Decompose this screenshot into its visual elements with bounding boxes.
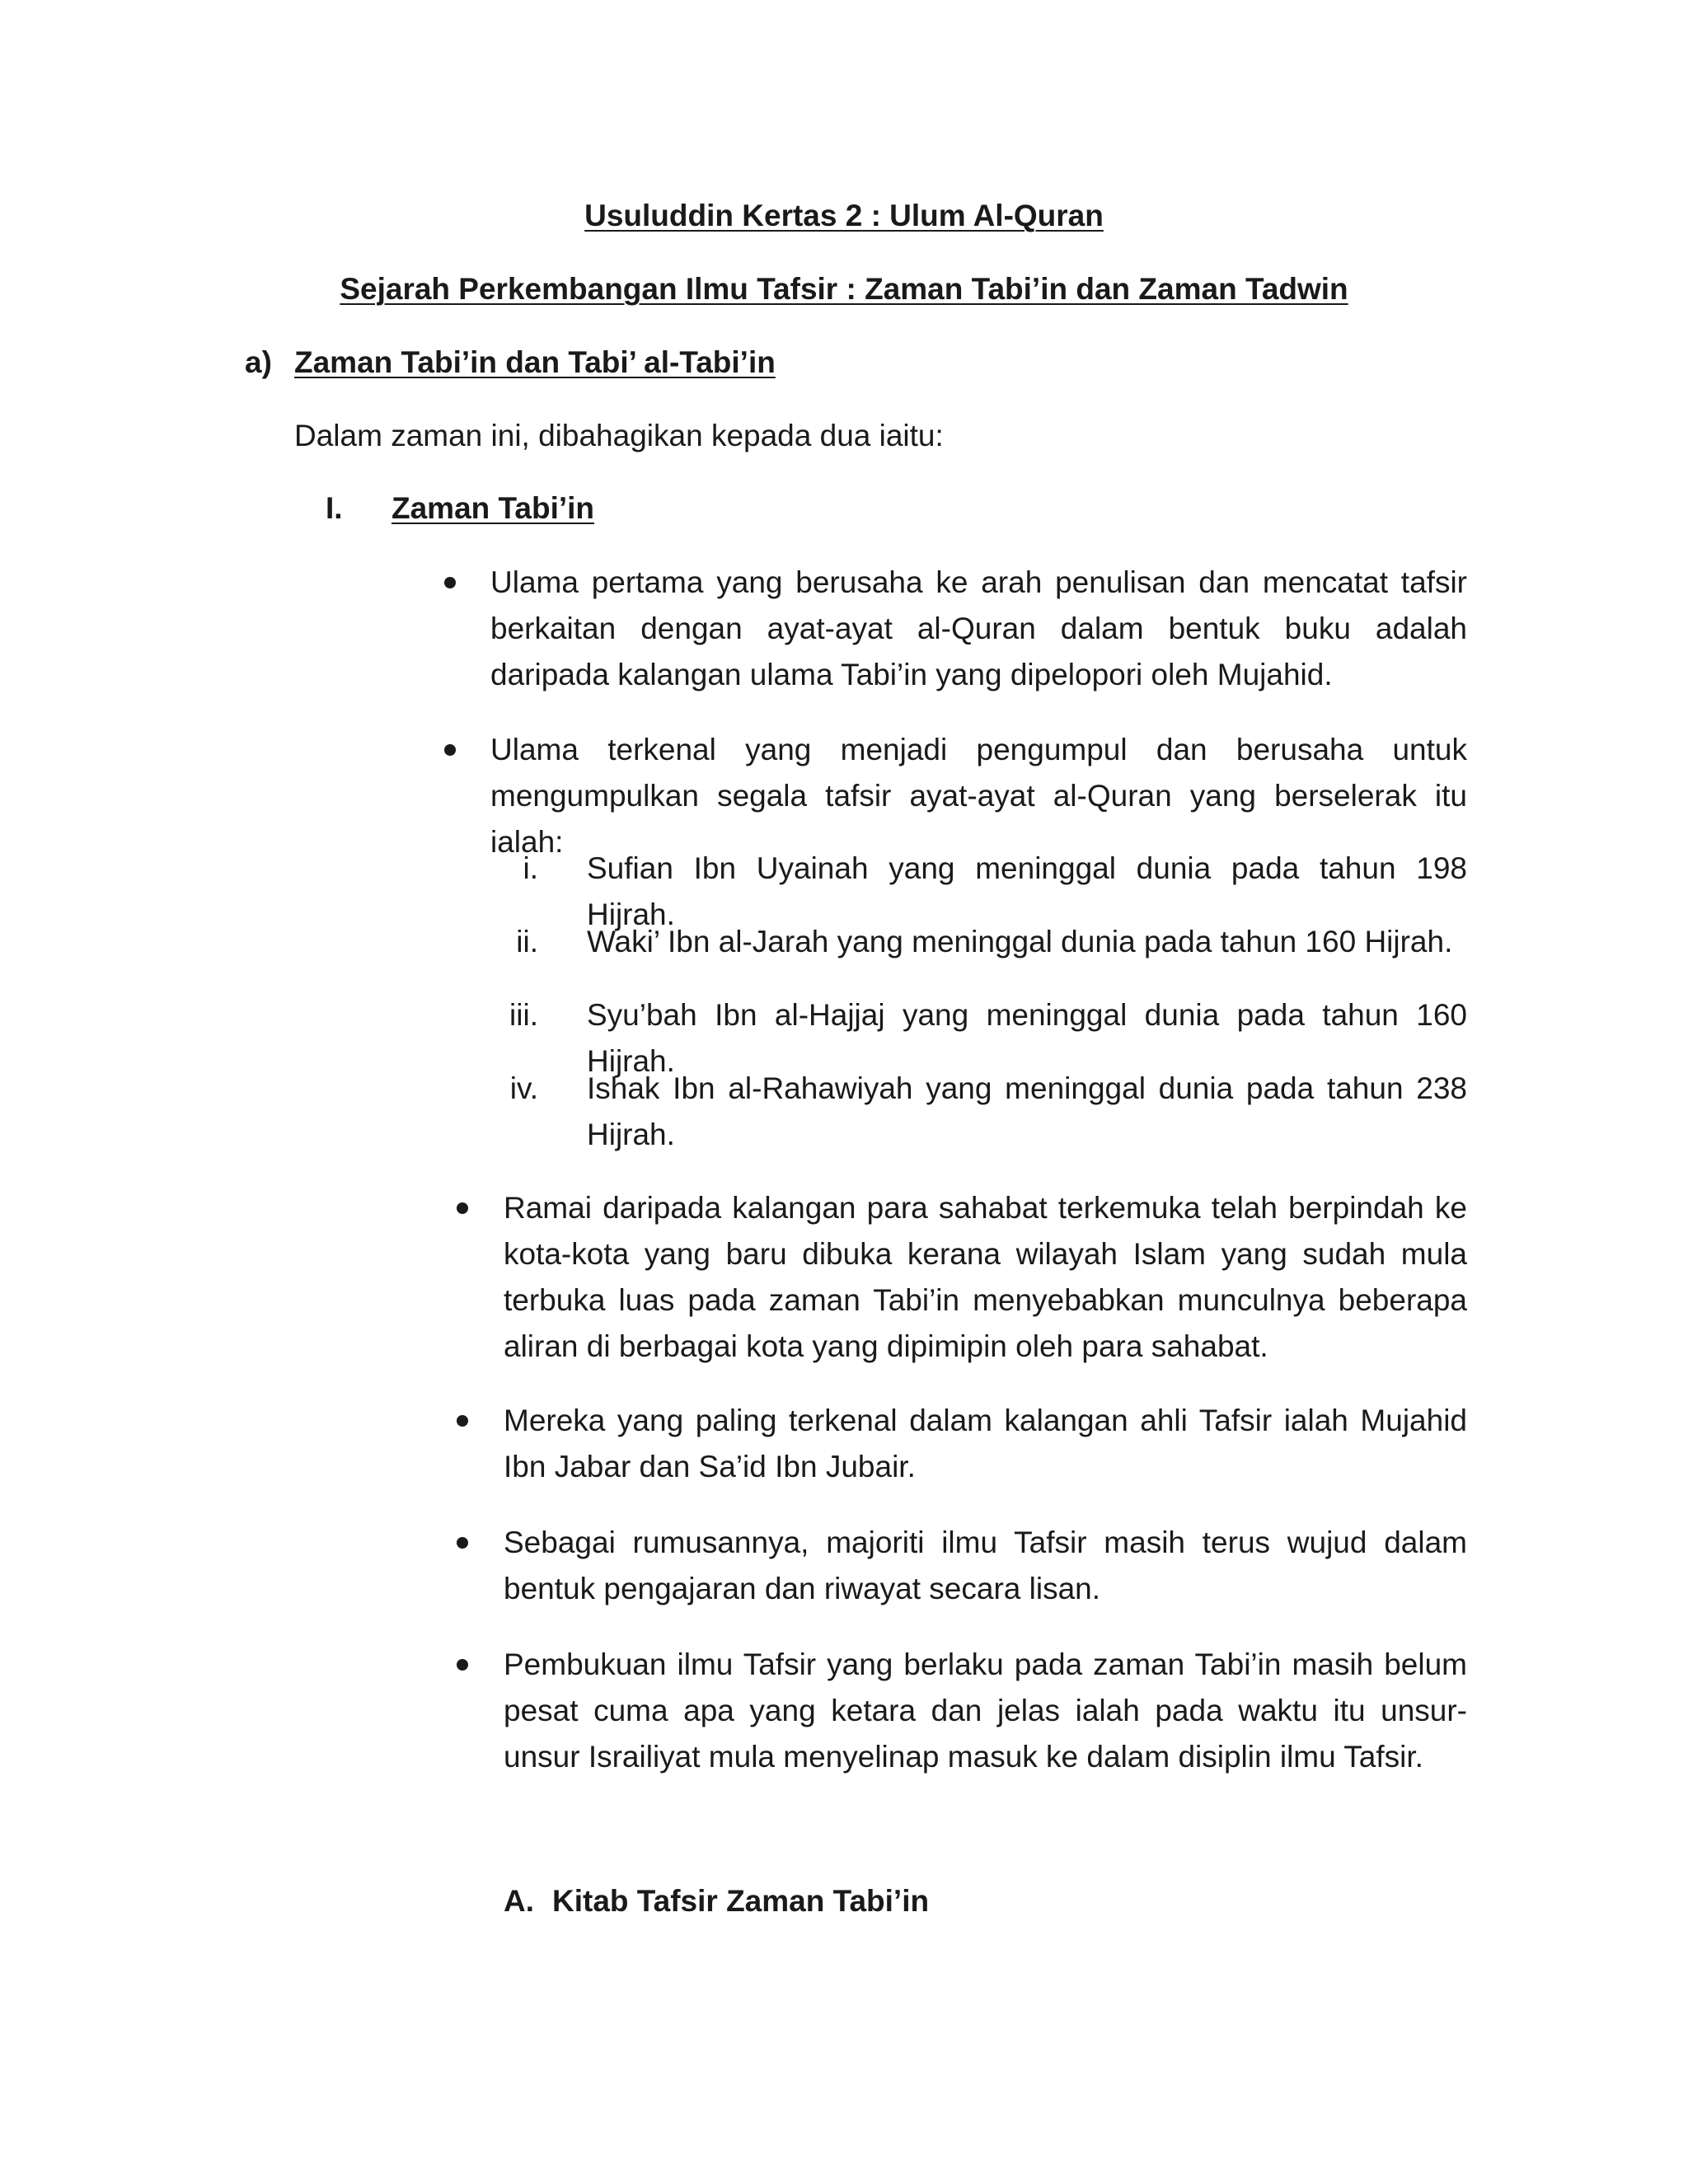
bullet-paragraph: Ramai daripada kalangan para sahabat terkemuka telah berpindah ke kota-kota yang baru dibuka kerana wilayah Islam yang sudah mula terbuka luas pada zaman Tabi’in menyebabkan munculnya beberapa aliran di berbagai kota yang dipimipin oleh para sahabat.: [504, 1191, 1467, 1363]
section-a-marker: a): [245, 345, 272, 379]
bullet-paragraph: Mereka yang paling terkenal dalam kalangan ahli Tafsir ialah Mujahid Ibn Jabar dan Sa’id Ibn Jubair.: [504, 1404, 1467, 1483]
list-item-text: Syu’bah Ibn al-Hajjaj yang meninggal dunia pada tahun 160 Hijrah.: [587, 998, 1467, 1078]
document-title: Usuluddin Kertas 2 : Ulum Al-Quran: [584, 199, 1104, 232]
bullet-marker: [444, 577, 456, 588]
subsection-A-heading: Kitab Tafsir Zaman Tabi’in: [552, 1884, 930, 1918]
bullet-paragraph: Pembukuan ilmu Tafsir yang berlaku pada zaman Tabi’in masih belum pesat cuma apa yang ketara dan jelas ialah pada waktu itu unsur-unsur Israiliyat mula menyelinap masuk ke dalam disiplin ilmu Tafsir.: [504, 1647, 1467, 1774]
section-a-heading: Zaman Tabi’in dan Tabi’ al-Tabi’in: [294, 345, 776, 379]
document-subtitle: Sejarah Perkembangan Ilmu Tafsir : Zaman Tabi’in dan Zaman Tadwin: [340, 272, 1348, 306]
section-a-intro: Dalam zaman ini, dibahagikan kepada dua iaitu:: [294, 419, 944, 452]
bullet-marker: [444, 744, 456, 756]
subsection-1-marker: I.: [326, 491, 343, 525]
list-item-text: Ishak Ibn al-Rahawiyah yang meninggal dunia pada tahun 238 Hijrah.: [587, 1071, 1467, 1151]
bullet-paragraph: Sebagai rumusannya, majoriti ilmu Tafsir masih terus wujud dalam bentuk pengajaran dan riwayat secara lisan.: [504, 1526, 1467, 1605]
list-number: iii.: [509, 998, 538, 1032]
bullet-paragraph: Ulama terkenal yang menjadi pengumpul dan berusaha untuk mengumpulkan segala tafsir ayat-ayat al-Quran yang berselerak itu ialah:: [490, 733, 1467, 859]
bullet-marker: [457, 1659, 468, 1671]
list-item-text: Waki’ Ibn al-Jarah yang meninggal dunia pada tahun 160 Hijrah.: [587, 925, 1453, 958]
bullet-marker: [457, 1415, 468, 1427]
bullet-marker: [457, 1202, 468, 1214]
list-number: iv.: [509, 1071, 538, 1105]
list-number: i.: [523, 851, 538, 885]
bullet-marker: [457, 1537, 468, 1549]
bullet-paragraph: Ulama pertama yang berusaha ke arah penulisan dan mencatat tafsir berkaitan dengan ayat-ayat al-Quran dalam bentuk buku adalah daripada kalangan ulama Tabi’in yang dipelopori oleh Mujahid.: [490, 565, 1467, 691]
list-number: ii.: [516, 925, 538, 958]
subsection-1-heading: Zaman Tabi’in: [392, 491, 595, 525]
list-item-text: Sufian Ibn Uyainah yang meninggal dunia pada tahun 198 Hijrah.: [587, 851, 1467, 931]
subsection-A-marker: A.: [504, 1884, 534, 1918]
